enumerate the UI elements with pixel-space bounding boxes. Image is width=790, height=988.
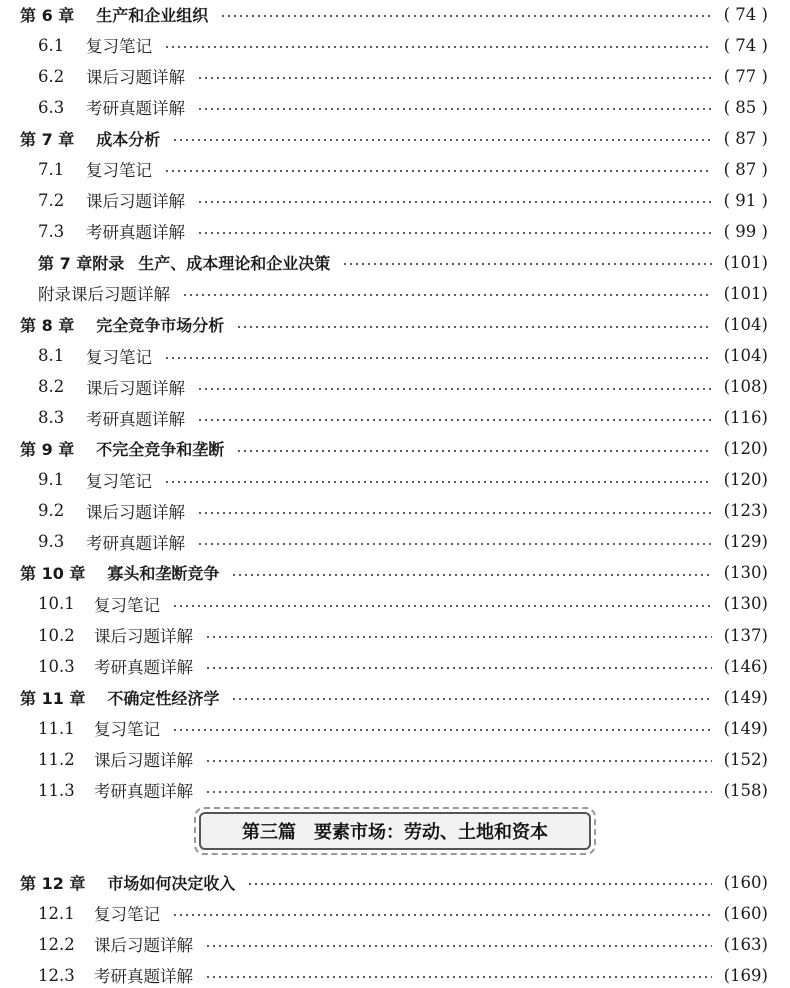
toc-entry-number: 第 12 章 bbox=[20, 873, 86, 893]
toc-entry-number: 8.1 bbox=[38, 346, 65, 366]
toc-entry-title: 完全竞争市场分析 bbox=[96, 316, 225, 335]
toc-entry-section[interactable] bbox=[0, 591, 790, 617]
toc-entry-number: 6.3 bbox=[38, 97, 65, 117]
toc-entry-number: 9.3 bbox=[38, 532, 65, 552]
dot-leader bbox=[197, 108, 712, 110]
toc-entry-title: 成本分析 bbox=[96, 129, 161, 149]
toc-entry-number: 10.3 bbox=[38, 656, 75, 676]
toc-entry-page-number: ( 74 ) bbox=[723, 4, 768, 24]
dot-leader bbox=[182, 294, 712, 296]
toc-entry-title: 考研真题详解 bbox=[86, 223, 185, 243]
dot-leader bbox=[205, 636, 712, 638]
dot-leader bbox=[342, 263, 711, 265]
toc-entry-chapter[interactable] bbox=[0, 869, 790, 895]
toc-entry-number: 8.2 bbox=[38, 377, 65, 397]
toc-entry-number: 10.2 bbox=[38, 625, 75, 645]
toc-entry-page-number: (152) bbox=[723, 749, 768, 769]
toc-entry-title: 课后习题详解 bbox=[94, 627, 193, 646]
toc-entry-title: 考研真题详解 bbox=[94, 967, 193, 987]
dot-leader bbox=[164, 357, 712, 359]
toc-entry-number: 7.1 bbox=[38, 159, 65, 179]
toc-entry-title: 考研真题详解 bbox=[86, 409, 185, 429]
toc-entry-page-number: (130) bbox=[723, 563, 768, 583]
toc-entry-page-number: ( 87 ) bbox=[723, 128, 768, 148]
toc-entry-page-number: (101) bbox=[723, 252, 768, 272]
toc-entry-page-number: (120) bbox=[723, 439, 768, 459]
toc-entry-number: 11.1 bbox=[38, 718, 75, 738]
dot-leader bbox=[231, 574, 711, 576]
toc-entry-page-number: (123) bbox=[723, 501, 768, 521]
toc-entry-page-number: (149) bbox=[723, 687, 768, 707]
dot-leader bbox=[220, 15, 711, 17]
toc-entry-number: 第 7 章附录 bbox=[38, 253, 125, 273]
toc-entry-page-number: (146) bbox=[723, 656, 768, 676]
dot-leader bbox=[205, 945, 712, 947]
toc-entry-title: 不确定性经济学 bbox=[107, 688, 220, 708]
toc-entry-number: 第 8 章 bbox=[20, 316, 75, 335]
toc-entry-number: 6.2 bbox=[38, 66, 65, 86]
toc-entry-number: 第 6 章 bbox=[20, 5, 75, 25]
toc-entry-page-number: (101) bbox=[723, 283, 768, 303]
dot-leader bbox=[164, 46, 712, 48]
toc-entry-section[interactable] bbox=[0, 32, 790, 58]
toc-entry-page-number: ( 74 ) bbox=[723, 35, 768, 55]
toc-entry-title: 寡头和垄断竞争 bbox=[107, 564, 220, 584]
toc-entry-title: 不完全竞争和垄断 bbox=[96, 440, 225, 460]
toc-entry-title: 考研真题详解 bbox=[94, 782, 193, 802]
toc-entry-page-number: (108) bbox=[723, 377, 768, 397]
toc-entry-title: 复习笔记 bbox=[86, 37, 152, 57]
dot-leader bbox=[236, 326, 711, 328]
toc-entry-page-number: (169) bbox=[723, 965, 768, 985]
toc-entry-page-number: (160) bbox=[723, 903, 768, 923]
toc-entry-title: 考研真题详解 bbox=[94, 658, 193, 678]
dot-leader bbox=[172, 605, 712, 607]
toc-entry-section[interactable] bbox=[0, 498, 790, 524]
toc-entry-title: 课后习题详解 bbox=[94, 751, 193, 771]
toc-entry-page-number: ( 77 ) bbox=[723, 66, 768, 86]
dot-leader bbox=[205, 760, 712, 762]
toc-entry-number: 12.1 bbox=[38, 903, 75, 923]
dot-leader bbox=[205, 667, 712, 669]
dot-leader bbox=[205, 976, 712, 978]
toc-entry-title: 复习笔记 bbox=[86, 161, 152, 181]
toc-entry-number: 12.3 bbox=[38, 965, 75, 985]
toc-entry-title: 考研真题详解 bbox=[86, 533, 185, 553]
toc-entry-appendix-section[interactable] bbox=[0, 280, 790, 306]
toc-entry-section[interactable] bbox=[0, 653, 790, 679]
toc-entry-title: 市场如何决定收入 bbox=[107, 873, 236, 893]
toc-entry-chapter[interactable] bbox=[0, 1, 790, 27]
toc-entry-number: 第 10 章 bbox=[20, 564, 86, 584]
toc-entry-section[interactable] bbox=[0, 467, 790, 493]
toc-entry-number: 9.2 bbox=[38, 501, 65, 521]
toc-entry-section[interactable] bbox=[0, 374, 790, 400]
dot-leader bbox=[236, 450, 711, 452]
toc-entry-chapter[interactable] bbox=[0, 560, 790, 586]
toc-entry-section[interactable] bbox=[0, 715, 790, 741]
toc-entry-page-number: ( 99 ) bbox=[723, 221, 768, 241]
toc-entry-number: 第 11 章 bbox=[20, 688, 86, 708]
toc-entry-chapter[interactable] bbox=[0, 684, 790, 710]
toc-entry-page-number: (160) bbox=[723, 872, 768, 892]
toc-entry-number: 12.2 bbox=[38, 934, 75, 954]
toc-entry-page-number: (163) bbox=[723, 934, 768, 954]
toc-entry-title: 生产和企业组织 bbox=[96, 5, 209, 25]
dot-leader bbox=[164, 170, 712, 172]
toc-entry-section[interactable] bbox=[0, 962, 790, 988]
toc-entry-page-number: ( 87 ) bbox=[723, 159, 768, 179]
toc-entry-title: 课后习题详解 bbox=[86, 68, 185, 88]
toc-entry-section[interactable] bbox=[0, 156, 790, 182]
dot-leader bbox=[172, 729, 712, 731]
toc-entry-section[interactable] bbox=[0, 900, 790, 926]
toc-entry-section[interactable] bbox=[0, 777, 790, 803]
toc-entry-number: 6.1 bbox=[38, 35, 65, 55]
dot-leader bbox=[172, 914, 712, 916]
dot-leader bbox=[205, 791, 712, 793]
toc-entry-page-number: (137) bbox=[723, 625, 768, 645]
toc-entry-page-number: ( 91 ) bbox=[723, 190, 768, 210]
toc-entry-section[interactable] bbox=[0, 529, 790, 555]
toc-entry-title: 复习笔记 bbox=[94, 720, 160, 740]
dot-leader bbox=[197, 388, 712, 390]
dot-leader bbox=[231, 698, 711, 700]
toc-entry-title: 复习笔记 bbox=[94, 595, 160, 615]
toc-entry-section[interactable] bbox=[0, 622, 790, 648]
dot-leader bbox=[172, 139, 711, 141]
toc-entry-number: 7.2 bbox=[38, 190, 65, 210]
toc-entry-number: 10.1 bbox=[38, 594, 75, 614]
part-banner-title: 第三篇 要素市场：劳动、土地和资本 bbox=[242, 822, 548, 843]
dot-leader bbox=[197, 232, 712, 234]
toc-entry-title: 附录课后习题详解 bbox=[38, 285, 170, 305]
toc-entry-page-number: (104) bbox=[723, 315, 768, 334]
toc-entry-number: 第 9 章 bbox=[20, 440, 75, 460]
dot-leader bbox=[197, 512, 712, 514]
toc-entry-title: 课后习题详解 bbox=[94, 936, 193, 956]
dot-leader bbox=[247, 883, 711, 885]
toc-entry-number: 第 7 章 bbox=[20, 129, 75, 149]
toc-entry-title: 课后习题详解 bbox=[86, 192, 185, 212]
toc-entry-page-number: (129) bbox=[723, 532, 768, 552]
toc-entry-number: 7.3 bbox=[38, 221, 65, 241]
toc-entry-chapter[interactable] bbox=[0, 312, 790, 338]
toc-entry-appendix-chapter[interactable] bbox=[0, 249, 790, 275]
toc-entry-section[interactable] bbox=[0, 746, 790, 772]
dot-leader bbox=[197, 543, 712, 545]
toc-entry-chapter[interactable] bbox=[0, 125, 790, 151]
toc-entry-title: 复习笔记 bbox=[86, 471, 152, 491]
toc-entry-title: 考研真题详解 bbox=[86, 99, 185, 119]
toc-entry-number: 11.3 bbox=[38, 780, 75, 800]
toc-entry-page-number: (120) bbox=[723, 470, 768, 490]
part-banner[interactable] bbox=[199, 812, 591, 850]
toc-entry-page-number: (116) bbox=[723, 408, 768, 428]
dot-leader bbox=[197, 419, 712, 421]
toc-entry-page-number: (149) bbox=[723, 718, 768, 738]
toc-entry-page-number: ( 85 ) bbox=[723, 97, 768, 117]
dot-leader bbox=[164, 481, 712, 483]
toc-entry-page-number: (158) bbox=[723, 780, 768, 800]
toc-entry-chapter[interactable] bbox=[0, 436, 790, 462]
dot-leader bbox=[197, 77, 712, 79]
toc-entry-title: 课后习题详解 bbox=[86, 502, 185, 522]
toc-entry-section[interactable] bbox=[0, 218, 790, 244]
toc-entry-section[interactable] bbox=[0, 405, 790, 431]
toc-entry-title: 课后习题详解 bbox=[86, 378, 185, 398]
toc-entry-section[interactable] bbox=[0, 63, 790, 89]
toc-entry-section[interactable] bbox=[0, 343, 790, 369]
toc-entry-section[interactable] bbox=[0, 931, 790, 957]
toc-entry-title: 复习笔记 bbox=[86, 347, 152, 367]
toc-entry-title: 复习笔记 bbox=[94, 905, 160, 925]
toc-entry-title: 生产、成本理论和企业决策 bbox=[138, 253, 331, 273]
toc-entry-section[interactable] bbox=[0, 94, 790, 120]
toc-entry-page-number: (104) bbox=[723, 346, 768, 366]
dot-leader bbox=[197, 201, 712, 203]
toc-entry-page-number: (130) bbox=[723, 594, 768, 614]
toc-entry-number: 9.1 bbox=[38, 470, 65, 490]
toc-entry-section[interactable] bbox=[0, 187, 790, 213]
toc-entry-number: 8.3 bbox=[38, 408, 65, 428]
toc-entry-number: 11.2 bbox=[38, 749, 75, 769]
